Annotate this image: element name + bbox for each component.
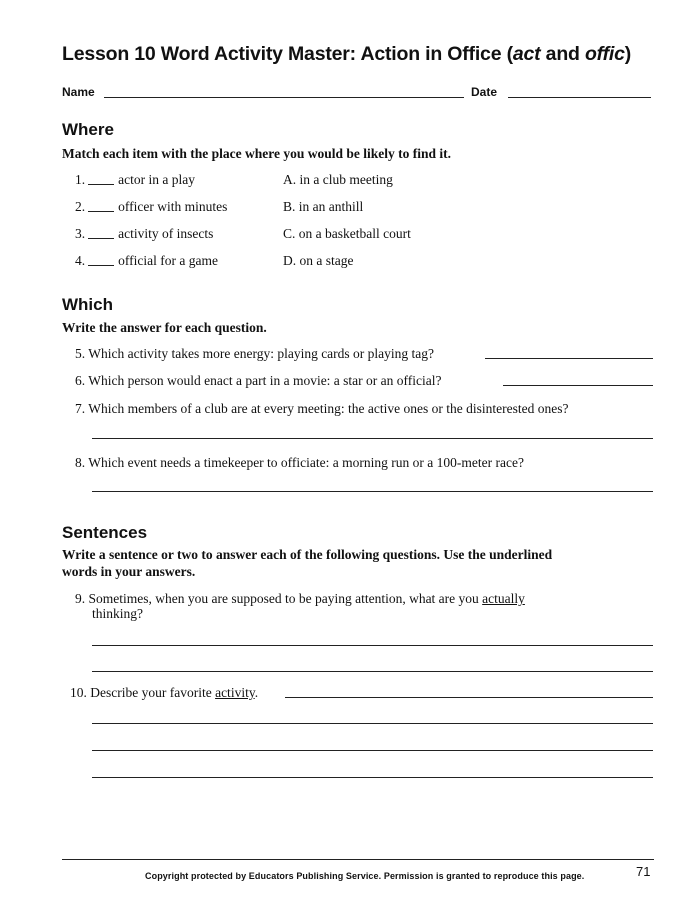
- match-item: 2. officer with minutes: [75, 199, 228, 214]
- name-label: Name: [62, 85, 95, 99]
- date-label: Date: [471, 85, 498, 99]
- page-title: Lesson 10 Word Activity Master: Action in Office (act and offic): [62, 43, 632, 65]
- match-item: 4. official for a game: [75, 253, 218, 268]
- match-option: B. in an anthill: [283, 199, 364, 214]
- match-item: 3. activity of insects: [75, 226, 214, 241]
- answer-line[interactable]: [485, 358, 653, 359]
- answer-line[interactable]: [92, 438, 653, 439]
- answer-blank[interactable]: [88, 211, 114, 212]
- answer-line[interactable]: [92, 671, 653, 672]
- section-heading-which: Which: [62, 295, 113, 314]
- question-9: 9. Sometimes, when you are supposed to be paying attention, what are you actually: [75, 591, 525, 606]
- match-option: C. on a basketball court: [283, 226, 411, 241]
- match-option: A. in a club meeting: [283, 172, 393, 187]
- answer-blank[interactable]: [88, 238, 114, 239]
- match-item: 1. actor in a play: [75, 172, 195, 187]
- answer-blank[interactable]: [88, 265, 114, 266]
- sentences-instruction-line2: words in your answers.: [62, 564, 196, 579]
- section-heading-sentences: Sentences: [62, 523, 148, 542]
- answer-blank[interactable]: [88, 184, 114, 185]
- question-8: 8. Which event needs a timekeeper to officiate: a morning run or a 100-meter race?: [75, 455, 524, 470]
- answer-line[interactable]: [92, 750, 653, 751]
- name-field[interactable]: [104, 97, 464, 98]
- question-5: 5. Which activity takes more energy: playing cards or playing tag?: [75, 346, 435, 361]
- answer-line[interactable]: [92, 491, 653, 492]
- section-heading-where: Where: [62, 120, 114, 139]
- which-instruction: Write the answer for each question.: [62, 320, 267, 335]
- copyright-notice: Copyright protected by Educators Publishing Service. Permission is granted to reproduce this page.: [145, 871, 585, 881]
- answer-line[interactable]: [92, 777, 653, 778]
- question-7: 7. Which members of a club are at every meeting: the active ones or the disinterested ones?: [75, 401, 569, 416]
- footer-divider: [62, 859, 654, 860]
- question-10: 10. Describe your favorite activity.: [70, 685, 259, 700]
- answer-line[interactable]: [92, 645, 653, 646]
- where-instruction: Match each item with the place where you would be likely to find it.: [62, 146, 451, 161]
- page-number: 71: [636, 864, 651, 879]
- question-9-continued: thinking?: [92, 606, 143, 621]
- answer-line[interactable]: [92, 723, 653, 724]
- match-option: D. on a stage: [283, 253, 354, 268]
- sentences-instruction-line1: Write a sentence or two to answer each of the following questions. Use the underlined: [62, 547, 553, 562]
- answer-line[interactable]: [285, 697, 653, 698]
- question-6: 6. Which person would enact a part in a movie: a star or an official?: [75, 373, 442, 388]
- date-field[interactable]: [508, 97, 651, 98]
- answer-line[interactable]: [503, 385, 653, 386]
